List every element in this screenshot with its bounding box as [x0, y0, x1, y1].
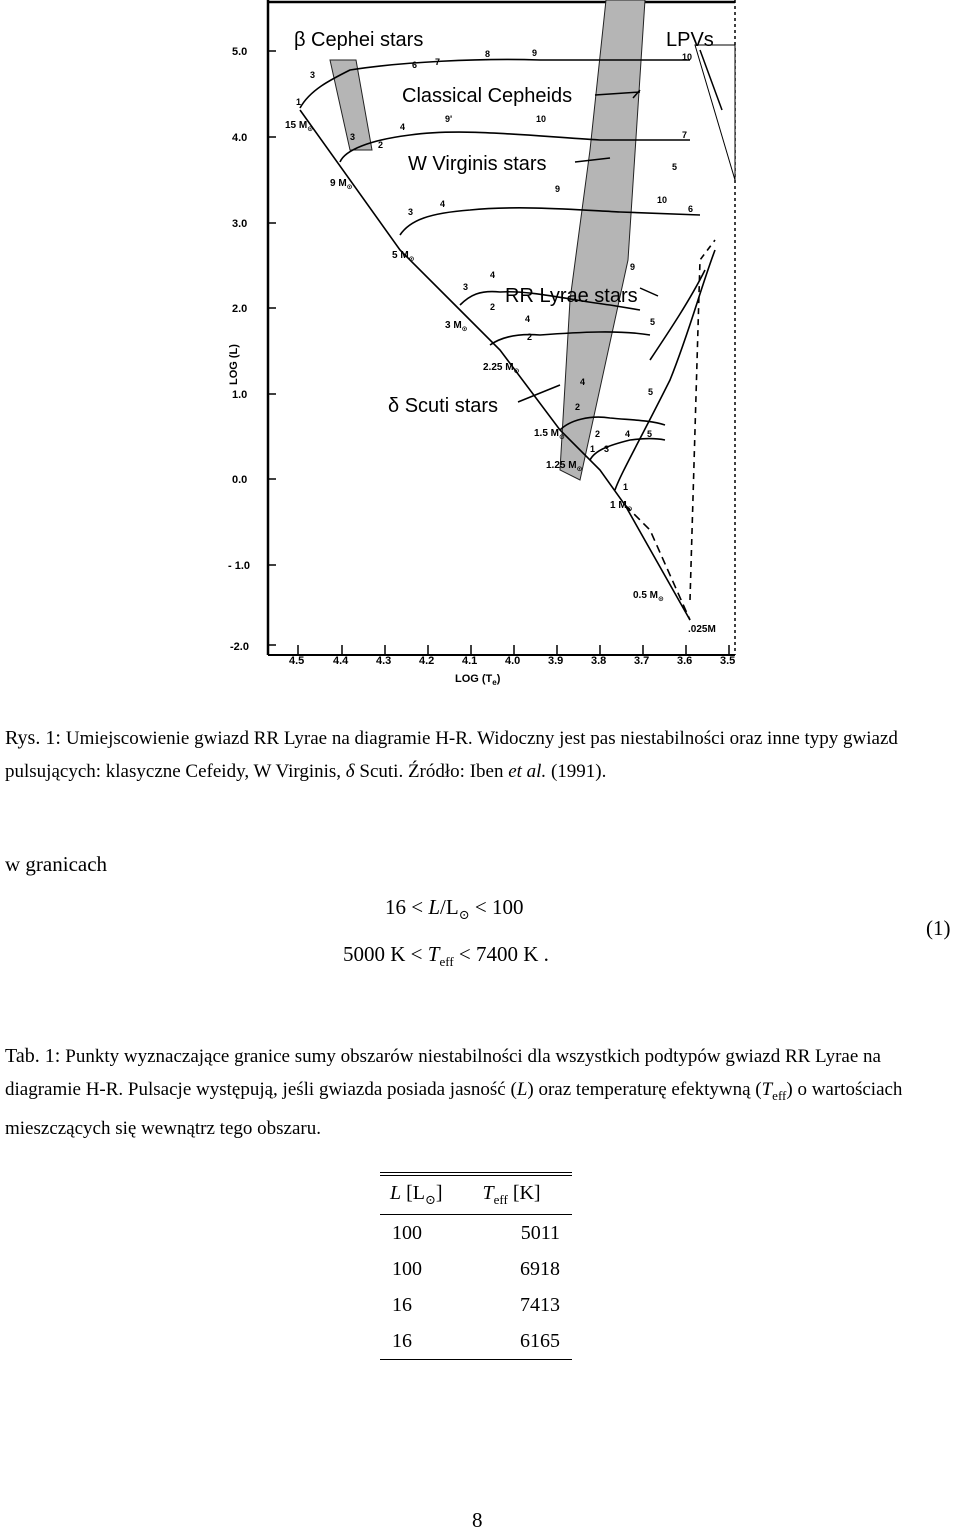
y-tick: 3.0 — [232, 218, 248, 230]
y-tick: 0.0 — [232, 474, 248, 486]
svg-text:4: 4 — [525, 314, 531, 324]
w-virginis-label: W Virginis stars — [408, 153, 547, 175]
table-row — [380, 1287, 572, 1323]
mass-label: 1.5 $M_⊙$ — [534, 428, 565, 441]
cell-luminosity: 16 — [392, 1293, 412, 1316]
svg-text:5: 5 — [648, 387, 654, 397]
y-tick: - 1.0 — [228, 560, 251, 572]
cell-luminosity: 100 — [392, 1257, 422, 1280]
cell-temperature: 6918 — [520, 1257, 560, 1280]
cell-temperature: 5011 — [520, 1221, 560, 1244]
svg-text:4: 4 — [400, 122, 406, 132]
mass-label: 0.5 $M_⊙$ — [633, 590, 664, 603]
x-tick: 4.1 — [462, 655, 478, 667]
cell-luminosity: 16 — [392, 1329, 412, 1352]
x-tick: 3.6 — [677, 655, 693, 667]
page-number: 8 — [472, 1508, 483, 1532]
svg-text:3: 3 — [463, 282, 469, 292]
table-caption-text: Punkty wyznaczające granice sumy obszarów niestabilności dla wszystkich podtypów gwiazd RR Lyrae na diagramie H-R. Pulsacje występują, jeśli gwiazda posiada jasność (L) oraz temperaturę efektywną $(T_{eff})$ o wartościach mieszczących się wewnątrz tego obszaru. — [5, 1046, 903, 1139]
figure-caption — [5, 722, 960, 788]
svg-text:10: 10 — [682, 52, 693, 62]
x-tick: 3.8 — [591, 655, 607, 667]
svg-text:4: 4 — [440, 199, 446, 209]
figure-caption-prefix: Rys. 1: — [5, 727, 61, 749]
mass-label: 5 $M_⊙$ — [392, 250, 415, 263]
table-row — [380, 1251, 572, 1287]
mass-label: 3 $M_⊙$ — [445, 320, 468, 333]
svg-text:7: 7 — [682, 130, 688, 140]
table-row — [380, 1215, 572, 1252]
svg-text:4: 4 — [625, 429, 631, 439]
svg-text:7: 7 — [435, 57, 441, 67]
mass-label: .025M — [688, 624, 716, 635]
svg-text:5: 5 — [650, 317, 656, 327]
svg-text:6: 6 — [688, 204, 694, 214]
svg-text:2: 2 — [595, 429, 601, 439]
lpvs-label: LPVs — [666, 29, 714, 51]
svg-text:3: 3 — [408, 207, 414, 217]
x-tick: 3.7 — [634, 655, 650, 667]
equation-number: (1) — [926, 916, 951, 940]
col-header-luminosity: L $[L_⊙]$ — [380, 1174, 472, 1215]
col-header-temperature: $T_{eff}$ [K] — [472, 1174, 572, 1215]
svg-text:6: 6 — [412, 60, 418, 70]
svg-text:1: 1 — [590, 444, 596, 454]
equation-line-1: $16 < L/L_⊙ < 100$ — [385, 895, 524, 923]
mass-label: 1.25 $M_⊙$ — [546, 460, 583, 473]
y-tick: -2.0 — [230, 641, 249, 653]
svg-text:9': 9' — [445, 114, 453, 124]
svg-text:2: 2 — [575, 402, 581, 412]
hr-diagram-figure — [0, 0, 960, 700]
table-caption-prefix: Tab. 1: — [5, 1045, 61, 1067]
x-axis-ticks — [289, 655, 735, 667]
svg-text:10: 10 — [657, 195, 668, 205]
classical-cepheids-label: Classical Cepheids — [402, 85, 573, 107]
table-caption — [5, 1040, 960, 1145]
svg-text:9: 9 — [532, 48, 538, 58]
x-tick: 3.5 — [720, 655, 736, 667]
y-tick: 4.0 — [232, 132, 248, 144]
y-axis-title: LOG (L) — [228, 344, 240, 385]
figure-caption-text: Umiejscowienie gwiazd RR Lyrae na diagramie H-R. Widoczny jest pas niestabilności oraz inne typy gwiazd pulsujących: klasyczne Cefeidy, W Virginis, δ Scuti. Źródło: Iben et al. (1991). — [5, 728, 898, 782]
svg-text:9: 9 — [630, 262, 636, 272]
svg-text:2: 2 — [527, 332, 533, 342]
svg-text:2: 2 — [378, 140, 384, 150]
x-axis-title: LOG $(T_e)$ — [455, 673, 501, 687]
mass-label: 1 $M_⊙$ — [610, 500, 633, 513]
cepheid-instability-strip — [560, 0, 645, 480]
mass-label: 15 $M_⊙$ — [285, 120, 314, 133]
intro-text: w granicach — [5, 852, 108, 876]
equation-line-2: 5000 $K < T_{eff} < 7400$ K . — [343, 942, 549, 970]
instability-table — [380, 1172, 572, 1360]
y-tick: 2.0 — [232, 303, 248, 315]
svg-text:4: 4 — [490, 270, 496, 280]
mass-label: 9 $M_⊙$ — [330, 178, 353, 191]
svg-text:2: 2 — [490, 302, 496, 312]
y-tick: 5.0 — [232, 46, 248, 58]
svg-text:5: 5 — [647, 429, 653, 439]
svg-text:3: 3 — [350, 132, 356, 142]
beta-cephei-label: β Cephei stars — [294, 29, 424, 51]
svg-text:1: 1 — [623, 482, 629, 492]
svg-text:4: 4 — [580, 377, 586, 387]
x-tick: 4.2 — [419, 655, 435, 667]
mass-labels — [285, 120, 716, 635]
table-header-row — [380, 1174, 572, 1215]
table-row — [380, 1323, 572, 1360]
y-tick: 1.0 — [232, 389, 248, 401]
cell-luminosity: 100 — [392, 1221, 422, 1244]
svg-text:3: 3 — [604, 444, 610, 454]
svg-text:8: 8 — [485, 49, 491, 59]
x-tick: 4.0 — [505, 655, 521, 667]
x-tick: 4.3 — [376, 655, 392, 667]
delta-scuti-label: δ Scuti stars — [388, 395, 499, 417]
svg-text:9: 9 — [555, 184, 561, 194]
svg-text:5: 5 — [672, 162, 678, 172]
rr-lyrae-label: RR Lyrae stars — [505, 285, 638, 307]
cell-temperature: 7413 — [520, 1293, 560, 1316]
mass-label: 2.25 $M_⊙$ — [483, 362, 520, 375]
cell-temperature: 6165 — [520, 1329, 560, 1352]
x-tick: 4.5 — [289, 655, 305, 667]
x-tick: 4.4 — [333, 655, 349, 667]
svg-text:1: 1 — [296, 97, 302, 107]
svg-text:3: 3 — [310, 70, 316, 80]
x-tick: 3.9 — [548, 655, 564, 667]
svg-text:10: 10 — [536, 114, 547, 124]
